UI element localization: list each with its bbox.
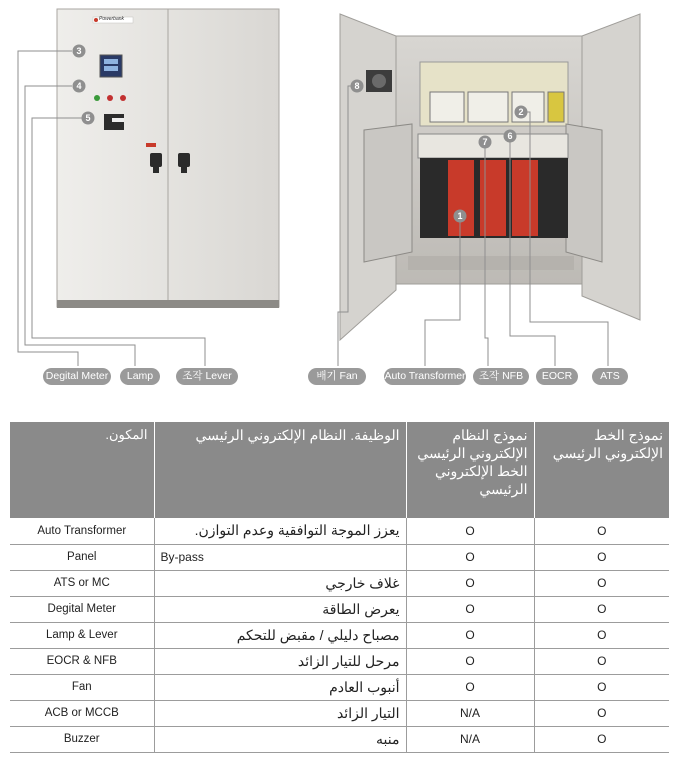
row-function-cell: غلاف خارجي xyxy=(154,570,406,596)
closed-cabinet xyxy=(57,9,279,308)
digital-meter-device xyxy=(100,55,122,77)
row-function-cell: By-pass xyxy=(154,544,406,570)
row-function-cell: أنبوب العادم xyxy=(154,674,406,700)
callout-ats: ATS xyxy=(592,368,628,385)
callout-auto-transformer: Auto Transformer xyxy=(384,368,466,385)
row-function-cell: التيار الزائد xyxy=(154,700,406,726)
header-function: الوظيفة. النظام الإلكتروني الرئيسي xyxy=(154,422,406,518)
row-main-system-cell: O xyxy=(406,570,534,596)
table-row xyxy=(10,544,669,570)
marker-2-label: 2 xyxy=(518,107,524,117)
row-main-line-cell: O xyxy=(534,726,669,752)
row-function-cell: منبه xyxy=(154,726,406,752)
row-main-line-cell: O xyxy=(534,596,669,622)
row-main-system-cell: O xyxy=(406,674,534,700)
table-row xyxy=(10,648,669,674)
callout-digital-meter: Degital Meter xyxy=(43,368,111,385)
row-main-system-cell: O xyxy=(406,544,534,570)
row-function-cell: .يعزز الموجة التوافقية وعدم التوازن xyxy=(154,518,406,544)
row-main-system-cell: N/A xyxy=(406,726,534,752)
table-row xyxy=(10,700,669,726)
row-main-line-cell: O xyxy=(534,544,669,570)
row-component-cell: Degital Meter xyxy=(10,596,154,622)
row-function-cell: مصباح دليلي / مقبض للتحكم xyxy=(154,622,406,648)
marker-4-label: 4 xyxy=(76,81,82,91)
row-main-line-cell: O xyxy=(534,648,669,674)
row-component-cell: Lamp & Lever xyxy=(10,622,154,648)
transformer-core xyxy=(420,158,568,238)
row-main-system-cell: O xyxy=(406,596,534,622)
table-header-row xyxy=(10,422,669,518)
row-component-cell: Fan xyxy=(10,674,154,700)
row-component-cell: Buzzer xyxy=(10,726,154,752)
indicator-lamps xyxy=(94,95,126,101)
row-main-system-cell: O xyxy=(406,622,534,648)
marker-1-label: 1 xyxy=(457,211,463,221)
row-main-system-cell: N/A xyxy=(406,700,534,726)
marker-3-label: 3 xyxy=(76,46,82,56)
row-component-cell: ATS or MC xyxy=(10,570,154,596)
callout-lever: 조작 Lever xyxy=(176,368,238,385)
callout-lamp: Lamp xyxy=(120,368,160,385)
row-main-line-cell: O xyxy=(534,674,669,700)
table-row xyxy=(10,726,669,752)
marker-6-label: 6 xyxy=(507,131,513,141)
row-component-cell: Auto Transformer xyxy=(10,518,154,544)
row-main-system-cell: O xyxy=(406,518,534,544)
marker-7-label: 7 xyxy=(482,137,488,147)
row-component-cell: EOCR & NFB xyxy=(10,648,154,674)
marker-5-label: 5 xyxy=(85,113,91,123)
row-main-line-cell: O xyxy=(534,622,669,648)
callout-fan: 배기 Fan xyxy=(308,368,366,385)
warning-label xyxy=(146,143,156,147)
row-component-cell: ACB or MCCB xyxy=(10,700,154,726)
table-row xyxy=(10,674,669,700)
brand-text: Powerbank xyxy=(99,16,125,22)
table-row xyxy=(10,570,669,596)
table-row xyxy=(10,596,669,622)
callout-eocr: EOCR xyxy=(536,368,578,385)
marker-8-label: 8 xyxy=(354,81,360,91)
selector-lever xyxy=(104,114,124,130)
header-component: .المكون xyxy=(10,422,154,518)
row-main-line-cell: O xyxy=(534,700,669,726)
header-main-line-model: نموذج الخط الإلكتروني الرئيسي xyxy=(534,422,669,518)
table-row xyxy=(10,622,669,648)
row-main-line-cell: O xyxy=(534,570,669,596)
row-main-system-cell: O xyxy=(406,648,534,674)
row-main-line-cell: O xyxy=(534,518,669,544)
spec-table xyxy=(10,422,669,753)
open-cabinet xyxy=(340,14,640,340)
row-function-cell: مرحل للتيار الزائد xyxy=(154,648,406,674)
callout-nfb: 조작 NFB xyxy=(473,368,529,385)
row-component-cell: Panel xyxy=(10,544,154,570)
row-function-cell: يعرض الطاقة xyxy=(154,596,406,622)
header-main-system-model: نموذج النظام الإلكتروني الرئيسي الخط الإلكتروني الرئيسي xyxy=(406,422,534,518)
table-body xyxy=(10,518,669,752)
exhaust-fan xyxy=(366,70,392,92)
table-row xyxy=(10,518,669,544)
